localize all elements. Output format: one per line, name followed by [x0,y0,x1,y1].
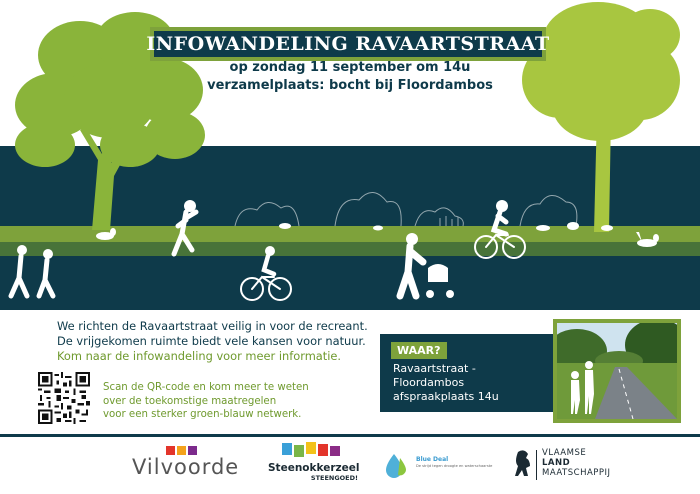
qr-line-1: Scan de QR-code en kom meer te weten [103,382,309,393]
qr-code[interactable] [38,372,90,424]
lion-icon [514,448,534,480]
qr-line-2: over de toekomstige maatregelen [103,395,277,407]
meeting-line: verzamelplaats: bocht bij Floordambos [207,78,493,93]
steenokkerzeel-logo[interactable] [268,442,358,482]
steenokkerzeel-icons [268,442,352,458]
steenokkerzeel-name: Steenokkerzeel [268,462,360,474]
qr-line-3: voor een sterker groen-blauw netwerk. [103,409,302,420]
steenokkerzeel-tagline: STEENGOED! [310,474,358,482]
road-photo [557,323,677,419]
info-line-2: De vrijgekomen ruimte biedt vele kansen voor natuur. [57,334,366,348]
qr-block [103,381,309,422]
title-banner [146,27,550,61]
vlm-line-3: MAATSCHAPPIJ [542,468,611,478]
vlm-separator [536,450,537,480]
where-badge: WAAR? [391,342,447,359]
vilvoorde-name: Vilvoorde [132,455,240,479]
footer-divider [0,434,700,437]
vlm-line-2: LAND [542,458,571,468]
grass-strip-lower [0,242,700,256]
date-line: op zondag 11 september om 14u [229,60,471,75]
bluedeal-name: Blue Deal [416,456,449,463]
location-photo [553,319,681,423]
info-block [57,319,368,364]
info-line-3: Kom naar de infowandeling voor meer informatie. [57,349,342,363]
info-line-1: We richten de Ravaartstraat veilig in voor de recreant. [57,319,368,333]
bluedeal-tagline: De strijd tegen droogte en waterschaarste [416,464,493,468]
where-line-1: Ravaartstraat - [393,362,476,375]
vlm-name [542,448,611,478]
where-line-3: afspraakplaats 14u [393,390,499,403]
where-line-2: Floordambos [393,376,465,389]
poster-title: INFOWANDELING RAVAARTSTRAAT [146,33,550,55]
vlm-line-1: VLAAMSE [542,448,587,458]
droplet-icon [384,452,410,478]
where-location [393,362,499,404]
